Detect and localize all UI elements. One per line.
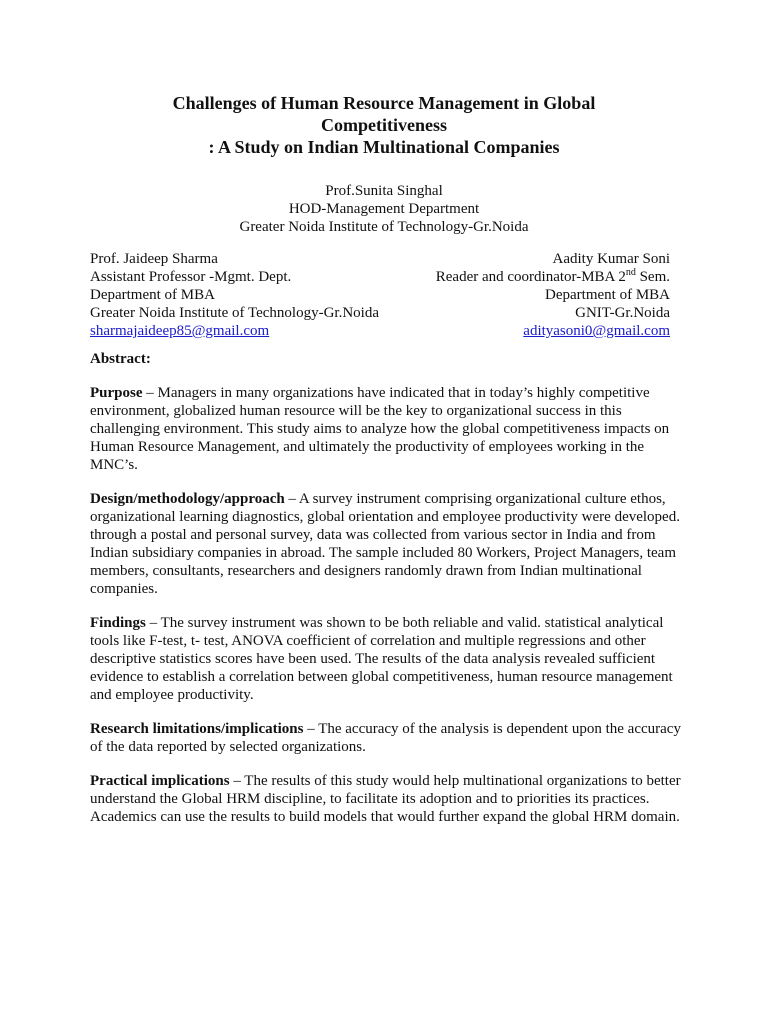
abstract-heading: Abstract: xyxy=(90,351,151,367)
section-label: Design/methodology/approach xyxy=(90,491,285,507)
abstract-purpose xyxy=(90,384,682,474)
main-author-institute: Greater Noida Institute of Technology-Gr.Noida xyxy=(239,219,529,235)
section-label: Practical implications xyxy=(90,773,230,789)
abstract-practical-implications xyxy=(90,772,682,826)
section-label: Research limitations/implications xyxy=(90,721,304,737)
author-left-institute: Greater Noida Institute of Technology-Gr.Noida xyxy=(90,305,380,321)
author-left-email-link[interactable]: sharmajaideep85@gmail.com xyxy=(90,323,270,339)
author-left-block xyxy=(90,250,379,340)
author-right-role-suffix: Sem. xyxy=(635,269,670,285)
author-right-name: Aadity Kumar Soni xyxy=(552,251,670,267)
main-author-block xyxy=(90,182,678,236)
main-author-role: HOD-Management Department xyxy=(288,201,480,217)
author-right-role xyxy=(436,268,670,286)
title-line-3: : A Study on Indian Multinational Companies xyxy=(208,137,560,157)
abstract-body xyxy=(90,350,682,842)
author-right-institute: GNIT-Gr.Noida xyxy=(575,305,670,321)
title-line-1: Challenges of Human Resource Management in Global xyxy=(172,93,596,113)
section-text: – The results of this study would help multinational organizations to better understand the Global HRM discipline, to facilitate its adoption and to priorities its practices. Academics can use the results to build models that would further expand the global HRM domain. xyxy=(90,773,681,825)
author-left-role: Assistant Professor -Mgmt. Dept. xyxy=(90,269,292,285)
author-right-department: Department of MBA xyxy=(545,287,670,303)
section-text: – The accuracy of the analysis is dependent upon the accuracy of the data reported by selected organizations. xyxy=(90,721,681,755)
author-right-email-link[interactable]: adityasoni0@gmail.com xyxy=(523,323,670,339)
abstract-design xyxy=(90,490,682,598)
paper-title xyxy=(90,92,678,158)
author-left-name: Prof. Jaideep Sharma xyxy=(90,251,218,267)
author-left-department: Department of MBA xyxy=(90,287,215,303)
main-author-name: Prof.Sunita Singhal xyxy=(325,183,443,199)
section-label: Findings xyxy=(90,615,146,631)
section-text: – The survey instrument was shown to be both reliable and valid. statistical analytical tools like F-test, t- test, ANOVA coefficient of correlation and multiple regressions and other descriptive statistics scores have been used. The results of the data analysis revealed sufficient evidence to establish a correlation between global competitiveness, human resource management and employee productivity. xyxy=(90,615,673,703)
abstract-research-limitations xyxy=(90,720,682,756)
section-text: – Managers in many organizations have indicated that in today’s highly competitive environment, globalized human resource will be the key to organizational success in this challenging environment. This study aims to analyze how the global competitiveness impacts on Human Resource Management, and ultimately the productivity of employees working in the MNC’s. xyxy=(90,385,670,473)
section-label: Purpose xyxy=(90,385,143,401)
section-text: – A survey instrument comprising organizational culture ethos, organizational learning diagnostics, global orientation and employee productivity were developed. through a postal and personal survey, data was collected from various sector in India and from Indian subsidiary companies in abroad. The sample included 80 Workers, Project Managers, team members, consultants, researchers and designers randomly drawn from Indian multinational companies. xyxy=(90,491,680,597)
abstract-findings xyxy=(90,614,682,704)
author-right-block xyxy=(436,250,670,340)
title-line-2: Competitiveness xyxy=(321,115,447,135)
author-right-role-prefix: Reader and coordinator-MBA 2 xyxy=(435,269,626,285)
author-right-role-sup: nd xyxy=(625,267,636,278)
